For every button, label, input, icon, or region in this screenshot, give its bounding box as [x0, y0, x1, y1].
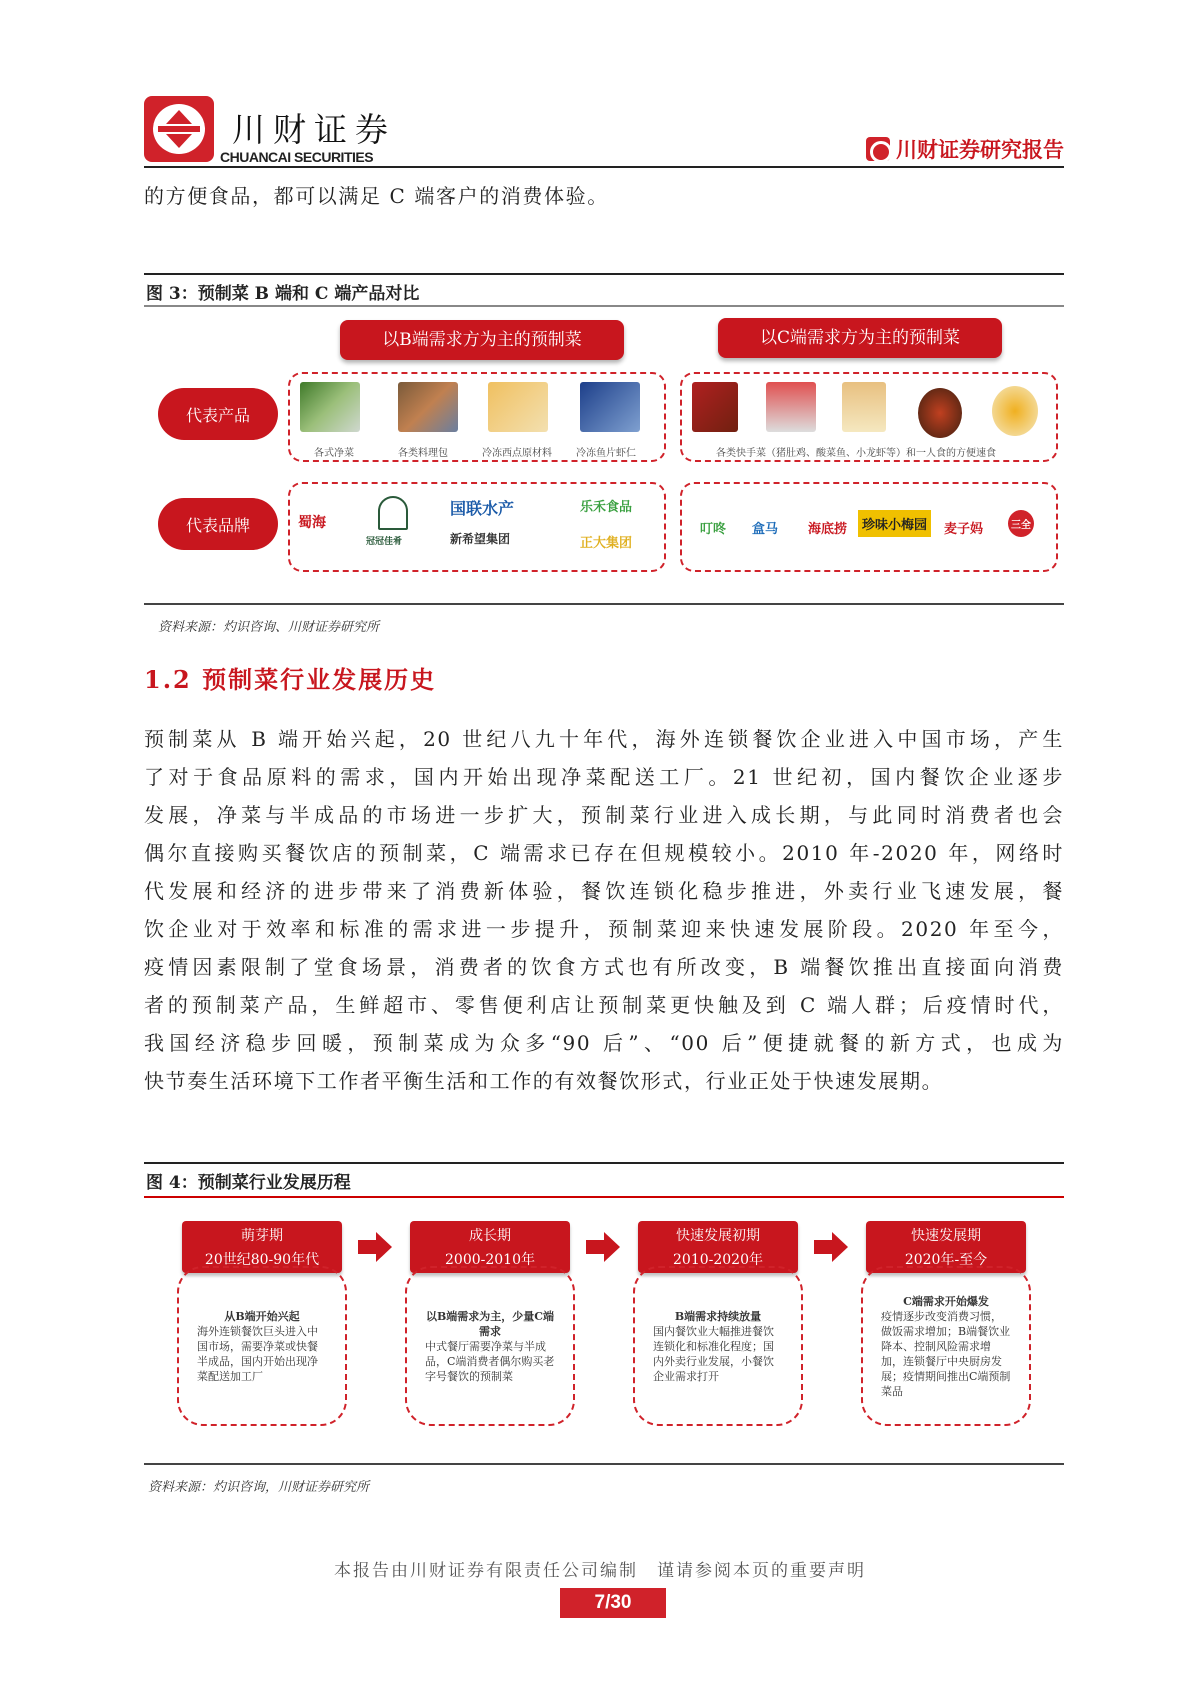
column-header-c: 以C端需求方为主的预制菜	[718, 318, 1002, 358]
product-image	[488, 382, 548, 432]
b-brands-box	[288, 482, 666, 572]
product-image	[918, 388, 962, 438]
brand-logo: 国联水产	[450, 499, 515, 518]
column-header-b: 以B端需求方为主的预制菜	[340, 320, 624, 360]
stage-name: 快速发展初期	[676, 1228, 760, 1244]
product-image	[692, 382, 738, 432]
stage-period: 2020年-至今	[904, 1252, 988, 1268]
arrow-right-icon	[358, 1232, 394, 1262]
stage-headline: 从B端开始兴起	[224, 1309, 300, 1323]
paragraph-line: 快节奏生活环境下工作者平衡生活和工作的有效餐饮形式，行业正处于快速发展期。	[144, 1069, 944, 1093]
brand-logo-icon	[378, 496, 408, 530]
paragraph-line: 我国经济稳步回暖，预制菜成为众多“90 后”、“00 后”便捷就餐的新方式，也成为	[144, 1031, 1064, 1055]
product-image	[992, 386, 1038, 436]
figure4-bottom-rule	[144, 1463, 1064, 1465]
stage-headline: C端需求开始爆发	[903, 1294, 989, 1308]
brand-logo: 乐禾食品	[580, 500, 633, 515]
brand-logo: 珍味小梅园	[858, 510, 931, 537]
company-logo-icon	[144, 96, 214, 162]
stage-name: 成长期	[469, 1228, 511, 1244]
product-image	[300, 382, 360, 432]
stage-desc: 国内餐饮业大幅推进餐饮连锁化和标准化程度；国内外卖行业发展，小餐饮企业需求打开	[653, 1324, 774, 1383]
brand-logo: 正大集团	[580, 536, 633, 551]
product-image	[580, 382, 640, 432]
paragraph-line: 偶尔直接购买餐饮店的预制菜，C 端需求已存在但规模较小。2010 年-2020 年，网络时	[144, 841, 1064, 865]
stage-description	[405, 1266, 575, 1426]
mini-logo-icon	[866, 137, 890, 161]
stage-desc: 中式餐厅需要净菜与半成品，C端消费者偶尔购买老字号餐饮的预制菜	[425, 1339, 555, 1383]
c-brands-box	[680, 482, 1058, 572]
footer-disclaimer: 本报告由川财证券有限责任公司编制 谨请参阅本页的重要声明	[334, 1561, 866, 1581]
b-products-box	[288, 372, 666, 462]
figure3-source: 资料来源：灼识咨询、川财证券研究所	[158, 620, 380, 635]
paragraph-line: 了对于食品原料的需求，国内开始出现净菜配送工厂。21 世纪初，国内餐饮企业逐步	[144, 765, 1064, 789]
product-caption: 各式净菜	[314, 448, 354, 459]
c-products-box	[680, 372, 1058, 462]
stage-description	[633, 1266, 803, 1426]
figure4-title-rule	[144, 1196, 1064, 1198]
report-label	[866, 134, 1064, 164]
figure3-bottom-rule	[144, 603, 1064, 605]
brand-name-cn: 川财证券	[232, 110, 396, 149]
product-caption: 各类快手菜（猪肚鸡、酸菜鱼、小龙虾等）和一人食的方便速食	[716, 448, 996, 459]
stage-period: 2010-2020年	[673, 1252, 763, 1268]
brand-logo: 麦子妈	[944, 522, 984, 537]
figure3-top-rule	[144, 273, 1064, 275]
paragraph-line: 者的预制菜产品，生鲜超市、零售便利店让预制菜更快触及到 C 端人群；后疫情时代，	[144, 993, 1064, 1017]
brand-logo: 冠冠佳肴	[366, 537, 403, 547]
stage-period: 20世纪80-90年代	[204, 1252, 320, 1268]
brand-logo: 海底捞	[808, 522, 848, 537]
row-label-brands: 代表品牌	[158, 498, 278, 550]
brand-logo: 叮咚	[700, 522, 727, 537]
paragraph-line: 疫情因素限制了堂食场景，消费者的饮食方式也有所改变，B 端餐饮推出直接面向消费	[144, 955, 1064, 979]
stage-description	[177, 1266, 347, 1426]
stage-name: 快速发展期	[911, 1228, 981, 1244]
figure4-top-rule	[144, 1162, 1064, 1164]
intro-line: 的方便食品，都可以满足 C 端客户的消费体验。	[144, 184, 609, 208]
product-image	[842, 382, 886, 432]
arrow-right-icon	[814, 1232, 850, 1262]
paragraph-line: 饮企业对于效率和标准的需求进一步提升，预制菜迎来快速发展阶段。2020 年至今，	[144, 917, 1064, 941]
arrow-right-icon	[586, 1232, 622, 1262]
brand-name-en: CHUANCAI SECURITIES	[220, 149, 374, 165]
stage-description	[861, 1266, 1031, 1426]
stage-headline: 以B端需求为主，少量C端需求	[425, 1309, 555, 1338]
paragraph-line: 预制菜从 B 端开始兴起，20 世纪八九十年代，海外连锁餐饮企业进入中国市场，产生	[144, 727, 1064, 751]
figure3-title: 图 3：预制菜 B 端和 C 端产品对比	[146, 284, 420, 304]
product-caption: 冷冻西点原材料	[482, 448, 552, 459]
product-image	[398, 382, 458, 432]
product-caption: 各类料理包	[398, 448, 448, 459]
brand-logo: 三全	[1008, 510, 1034, 537]
report-label-text: 川财证券研究报告	[896, 137, 1064, 162]
stage-name: 萌芽期	[241, 1228, 283, 1244]
paragraph-line: 代发展和经济的进步带来了消费新体验，餐饮连锁化稳步推进，外卖行业飞速发展，餐	[144, 879, 1064, 903]
figure3-title-rule	[144, 305, 1064, 307]
paragraph-line: 发展，净菜与半成品的市场进一步扩大，预制菜行业进入成长期，与此同时消费者也会	[144, 803, 1064, 827]
product-image	[766, 382, 816, 432]
brand-logo: 盒马	[752, 522, 779, 537]
brand-logo: 新希望集团	[450, 532, 511, 546]
stage-headline: B端需求持续放量	[674, 1309, 762, 1323]
product-caption: 冷冻鱼片虾仁	[576, 448, 636, 459]
brand-logo: 蜀海	[298, 515, 326, 531]
stage-desc: 海外连锁餐饮巨头进入中国市场，需要净菜或快餐半成品，国内开始出现净菜配送加工厂	[197, 1324, 318, 1383]
stage-desc: 疫情逐步改变消费习惯，做饭需求增加；B端餐饮业降本、控制风险需求增加，连锁餐厅中央厨房发展；疫情期间推出C端预制菜品	[881, 1309, 1011, 1398]
section-heading: 1.2 预制菜行业发展历史	[144, 665, 437, 694]
figure4-title: 图 4：预制菜行业发展历程	[146, 1173, 351, 1193]
stage-period: 2000-2010年	[445, 1252, 535, 1268]
row-label-products: 代表产品	[158, 388, 278, 440]
header-divider	[144, 166, 1064, 168]
page-number: 7/30	[560, 1588, 666, 1618]
figure4-source: 资料来源：灼识咨询，川财证券研究所	[148, 1480, 370, 1495]
section-paragraph	[144, 720, 1064, 1100]
